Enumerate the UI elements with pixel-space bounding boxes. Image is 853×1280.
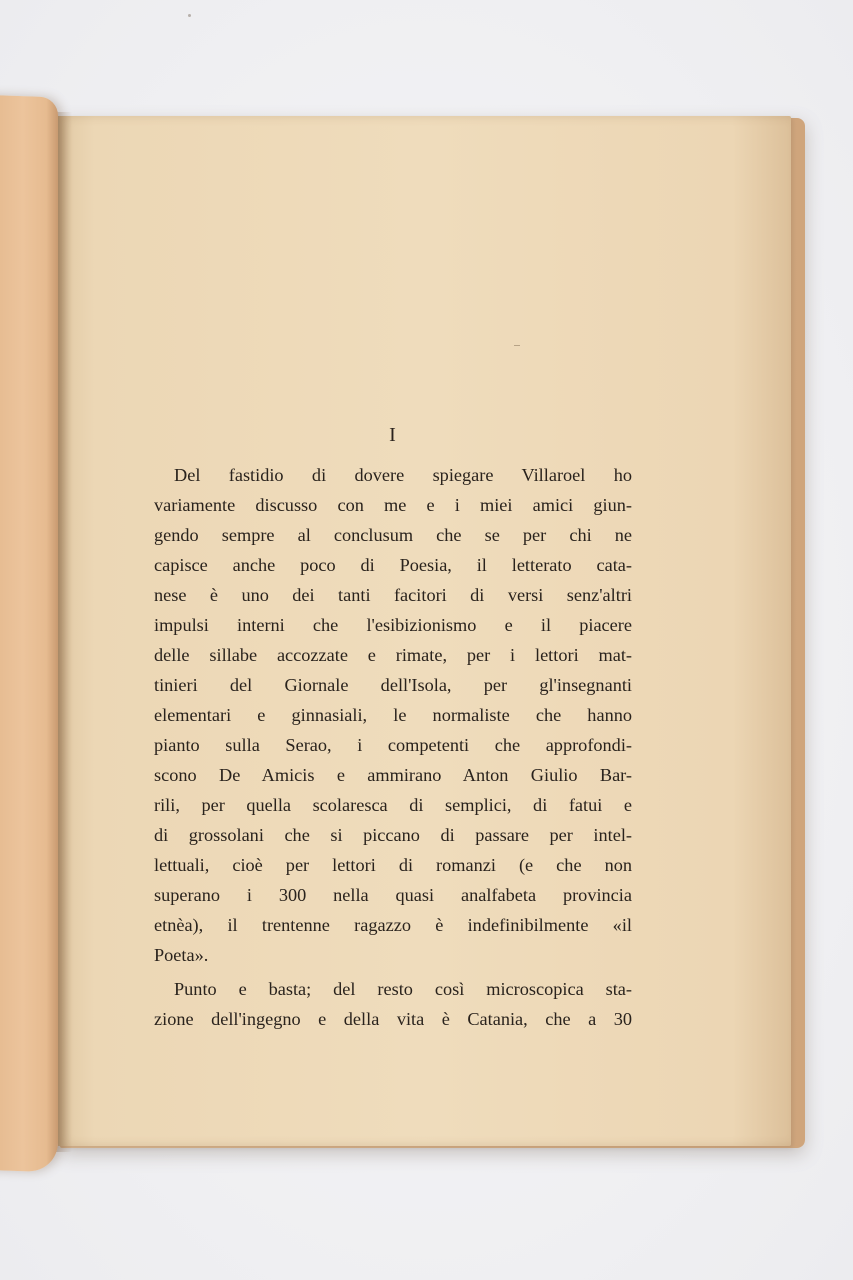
text-line: Poeta».: [154, 945, 209, 965]
dust-speck: [514, 345, 520, 346]
text-line: impulsi interni che l'esibizionismo e il piacere: [154, 615, 632, 635]
text-line: nese è uno dei tanti facitori di versi senz'altri: [154, 585, 632, 605]
text-line: superano i 300 nella quasi analfabeta provincia: [154, 885, 632, 905]
text-line: capisce anche poco di Poesia, il letterato cata-: [154, 555, 632, 575]
text-line: pianto sulla Serao, i competenti che approfondi-: [154, 735, 632, 755]
dust-speck: [188, 14, 191, 17]
text-line: zione dell'ingegno e della vita è Catania, che a 30: [154, 1009, 632, 1029]
chapter-number: I: [389, 424, 397, 446]
left-page-edge: [0, 95, 58, 1173]
text-line: delle sillabe accozzate e rimate, per i lettori mat-: [154, 645, 632, 665]
text-line: lettuali, cioè per lettori di romanzi (e che non: [154, 855, 632, 875]
text-line: di grossolani che si piccano di passare per intel-: [154, 825, 632, 845]
text-line: etnèa), il trentenne ragazzo è indefinibilmente «il: [154, 915, 632, 935]
text-line: elementari e ginnasiali, le normaliste che hanno: [154, 705, 632, 725]
text-line: rili, per quella scolaresca di semplici, di fatui e: [154, 795, 632, 815]
text-line: tinieri del Giornale dell'Isola, per gl'insegnanti: [154, 675, 632, 695]
text-line: Punto e basta; del resto così microscopica sta-: [174, 979, 632, 999]
text-line: Del fastidio di dovere spiegare Villaroel ho: [174, 465, 632, 485]
text-line: variamente discusso con me e i miei amici giun-: [154, 495, 632, 515]
text-line: scono De Amicis e ammirano Anton Giulio Bar-: [154, 765, 632, 785]
page-text: [154, 420, 632, 1034]
text-line: gendo sempre al conclusum che se per chi ne: [154, 525, 632, 545]
